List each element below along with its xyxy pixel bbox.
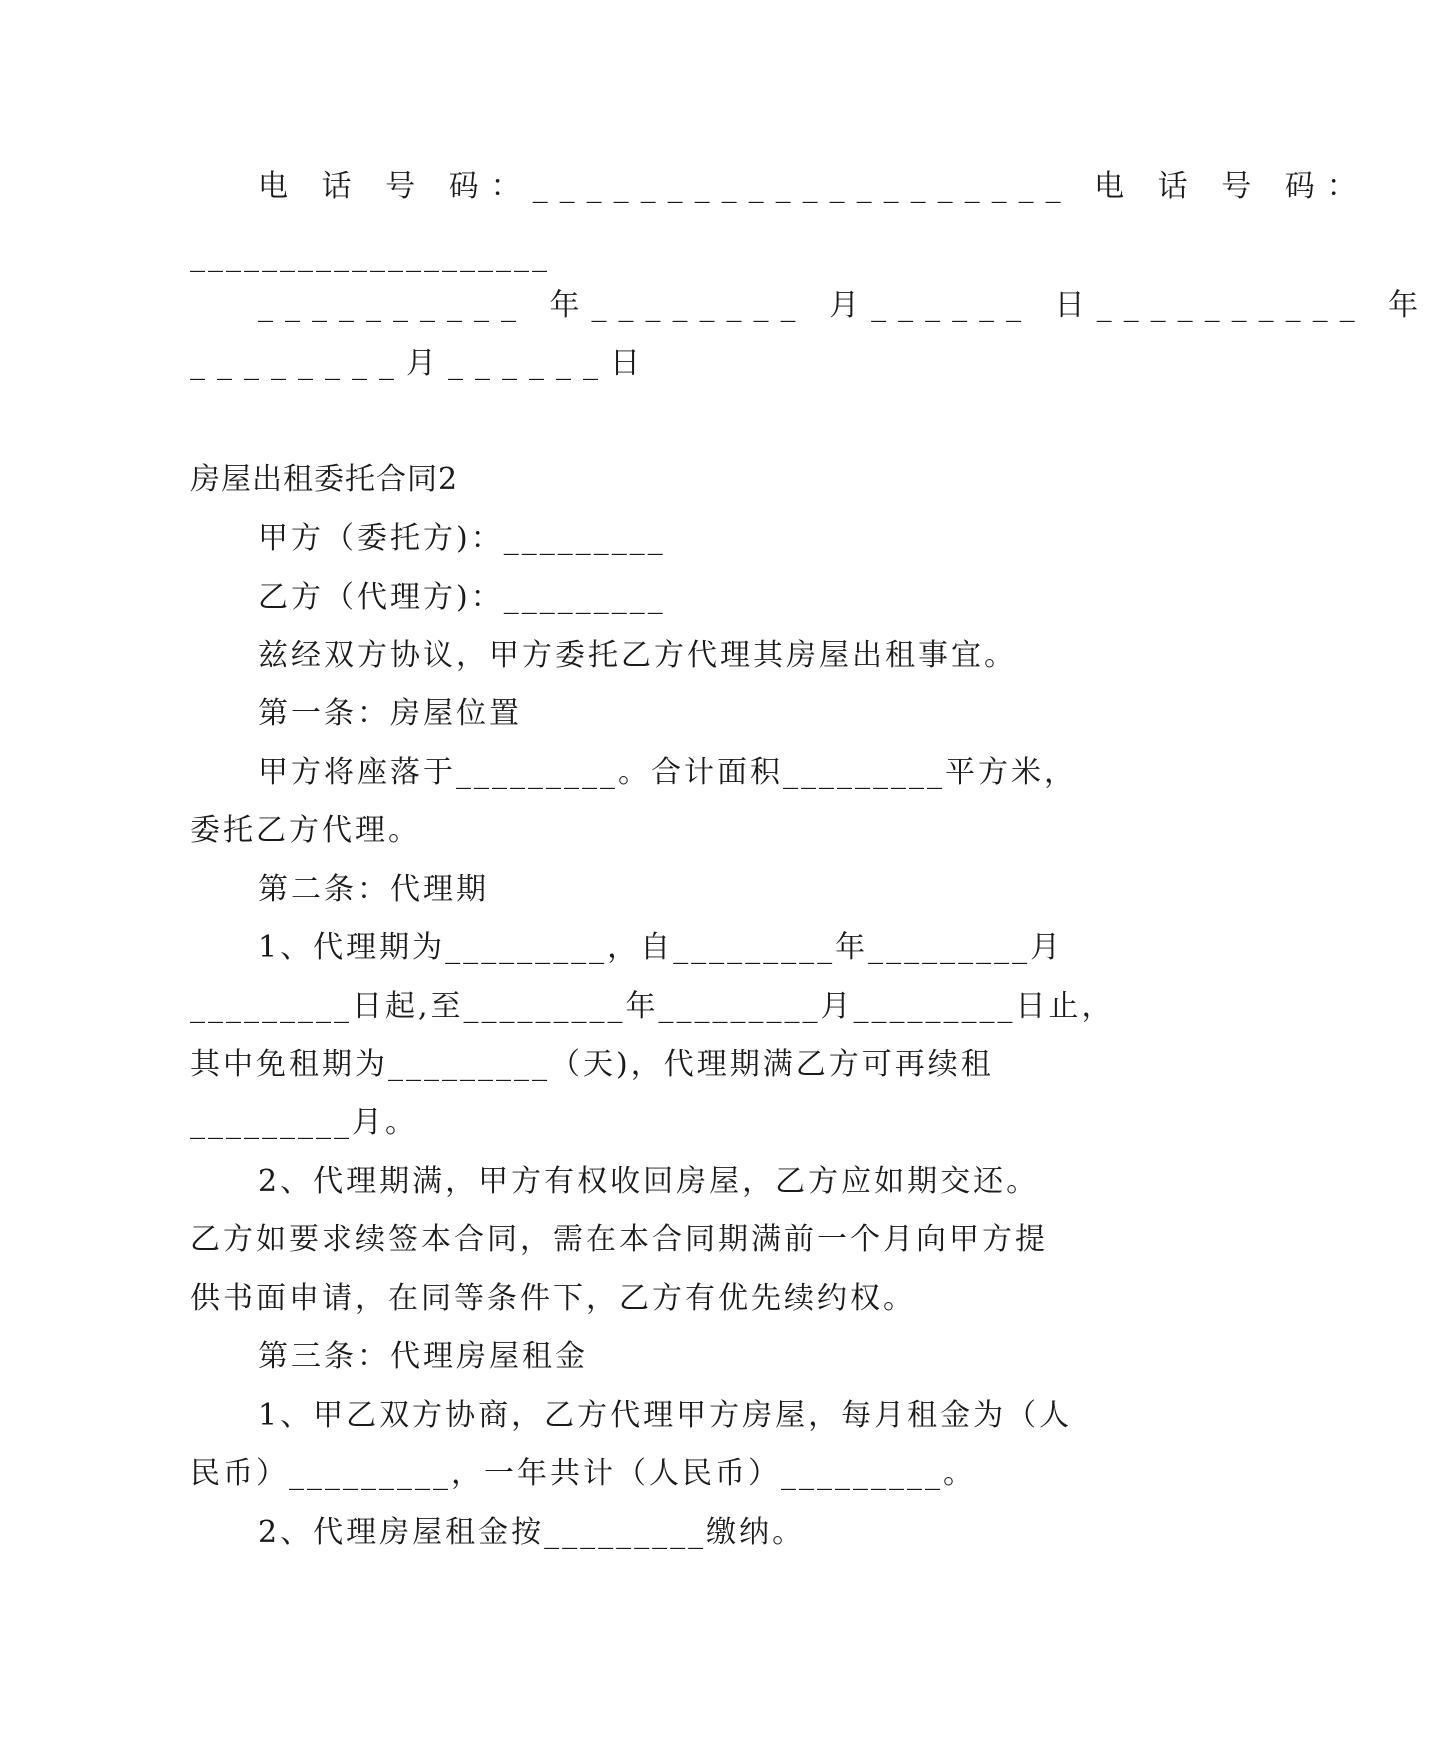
article-1-text-cont: 委托乙方代理。 [190,813,421,848]
article-2-item-1-cont: 其中免租期为_________（天)，代理期满乙方可再续租 [190,1047,994,1082]
contract-title: 房屋出租委托合同2 [190,462,459,497]
phone-number-line: 电 话 号 码：____________________ 电 话 号 码： [258,169,1369,204]
article-2-item-1-cont: _________月。 [190,1105,418,1140]
article-2-item-1: 1、代理期为_________，自_________年_________月 [258,930,1064,965]
party-a-line: 甲方（委托方)：_________ [258,521,666,556]
article-2-item-1-cont: _________日起,至_________年_________月_________日止， [190,989,1115,1024]
date-line-cont: ________月______日 [190,346,652,381]
article-3-item-1-cont: 民币）_________，一年共计（人民币）_________。 [190,1456,976,1491]
date-line: __________ 年________ 月______ 日__________ 年 [258,288,1430,323]
phone-number-blank: ____________________ [190,238,550,273]
article-2-item-2-cont: 供书面申请，在同等条件下，乙方有优先续约权。 [190,1281,916,1316]
article-2-heading: 第二条：代理期 [258,872,489,907]
article-1-heading: 第一条：房屋位置 [258,696,522,731]
article-2-item-2-cont: 乙方如要求续签本合同，需在本合同期满前一个月向甲方提 [190,1222,1048,1257]
article-1-text: 甲方将座落于_________。合计面积_________平方米， [258,755,1077,790]
article-3-heading: 第三条：代理房屋租金 [258,1339,588,1374]
article-3-item-1: 1、甲乙双方协商，乙方代理甲方房屋，每月租金为（人 [258,1398,1073,1433]
party-b-line: 乙方（代理方)：_________ [258,580,666,615]
article-3-item-2: 2、代理房屋租金按_________缴纳。 [258,1515,806,1550]
article-2-item-2: 2、代理期满，甲方有权收回房屋，乙方应如期交还。 [258,1164,1040,1199]
agreement-intro: 兹经双方协议，甲方委托乙方代理其房屋出租事宜。 [258,638,1017,673]
